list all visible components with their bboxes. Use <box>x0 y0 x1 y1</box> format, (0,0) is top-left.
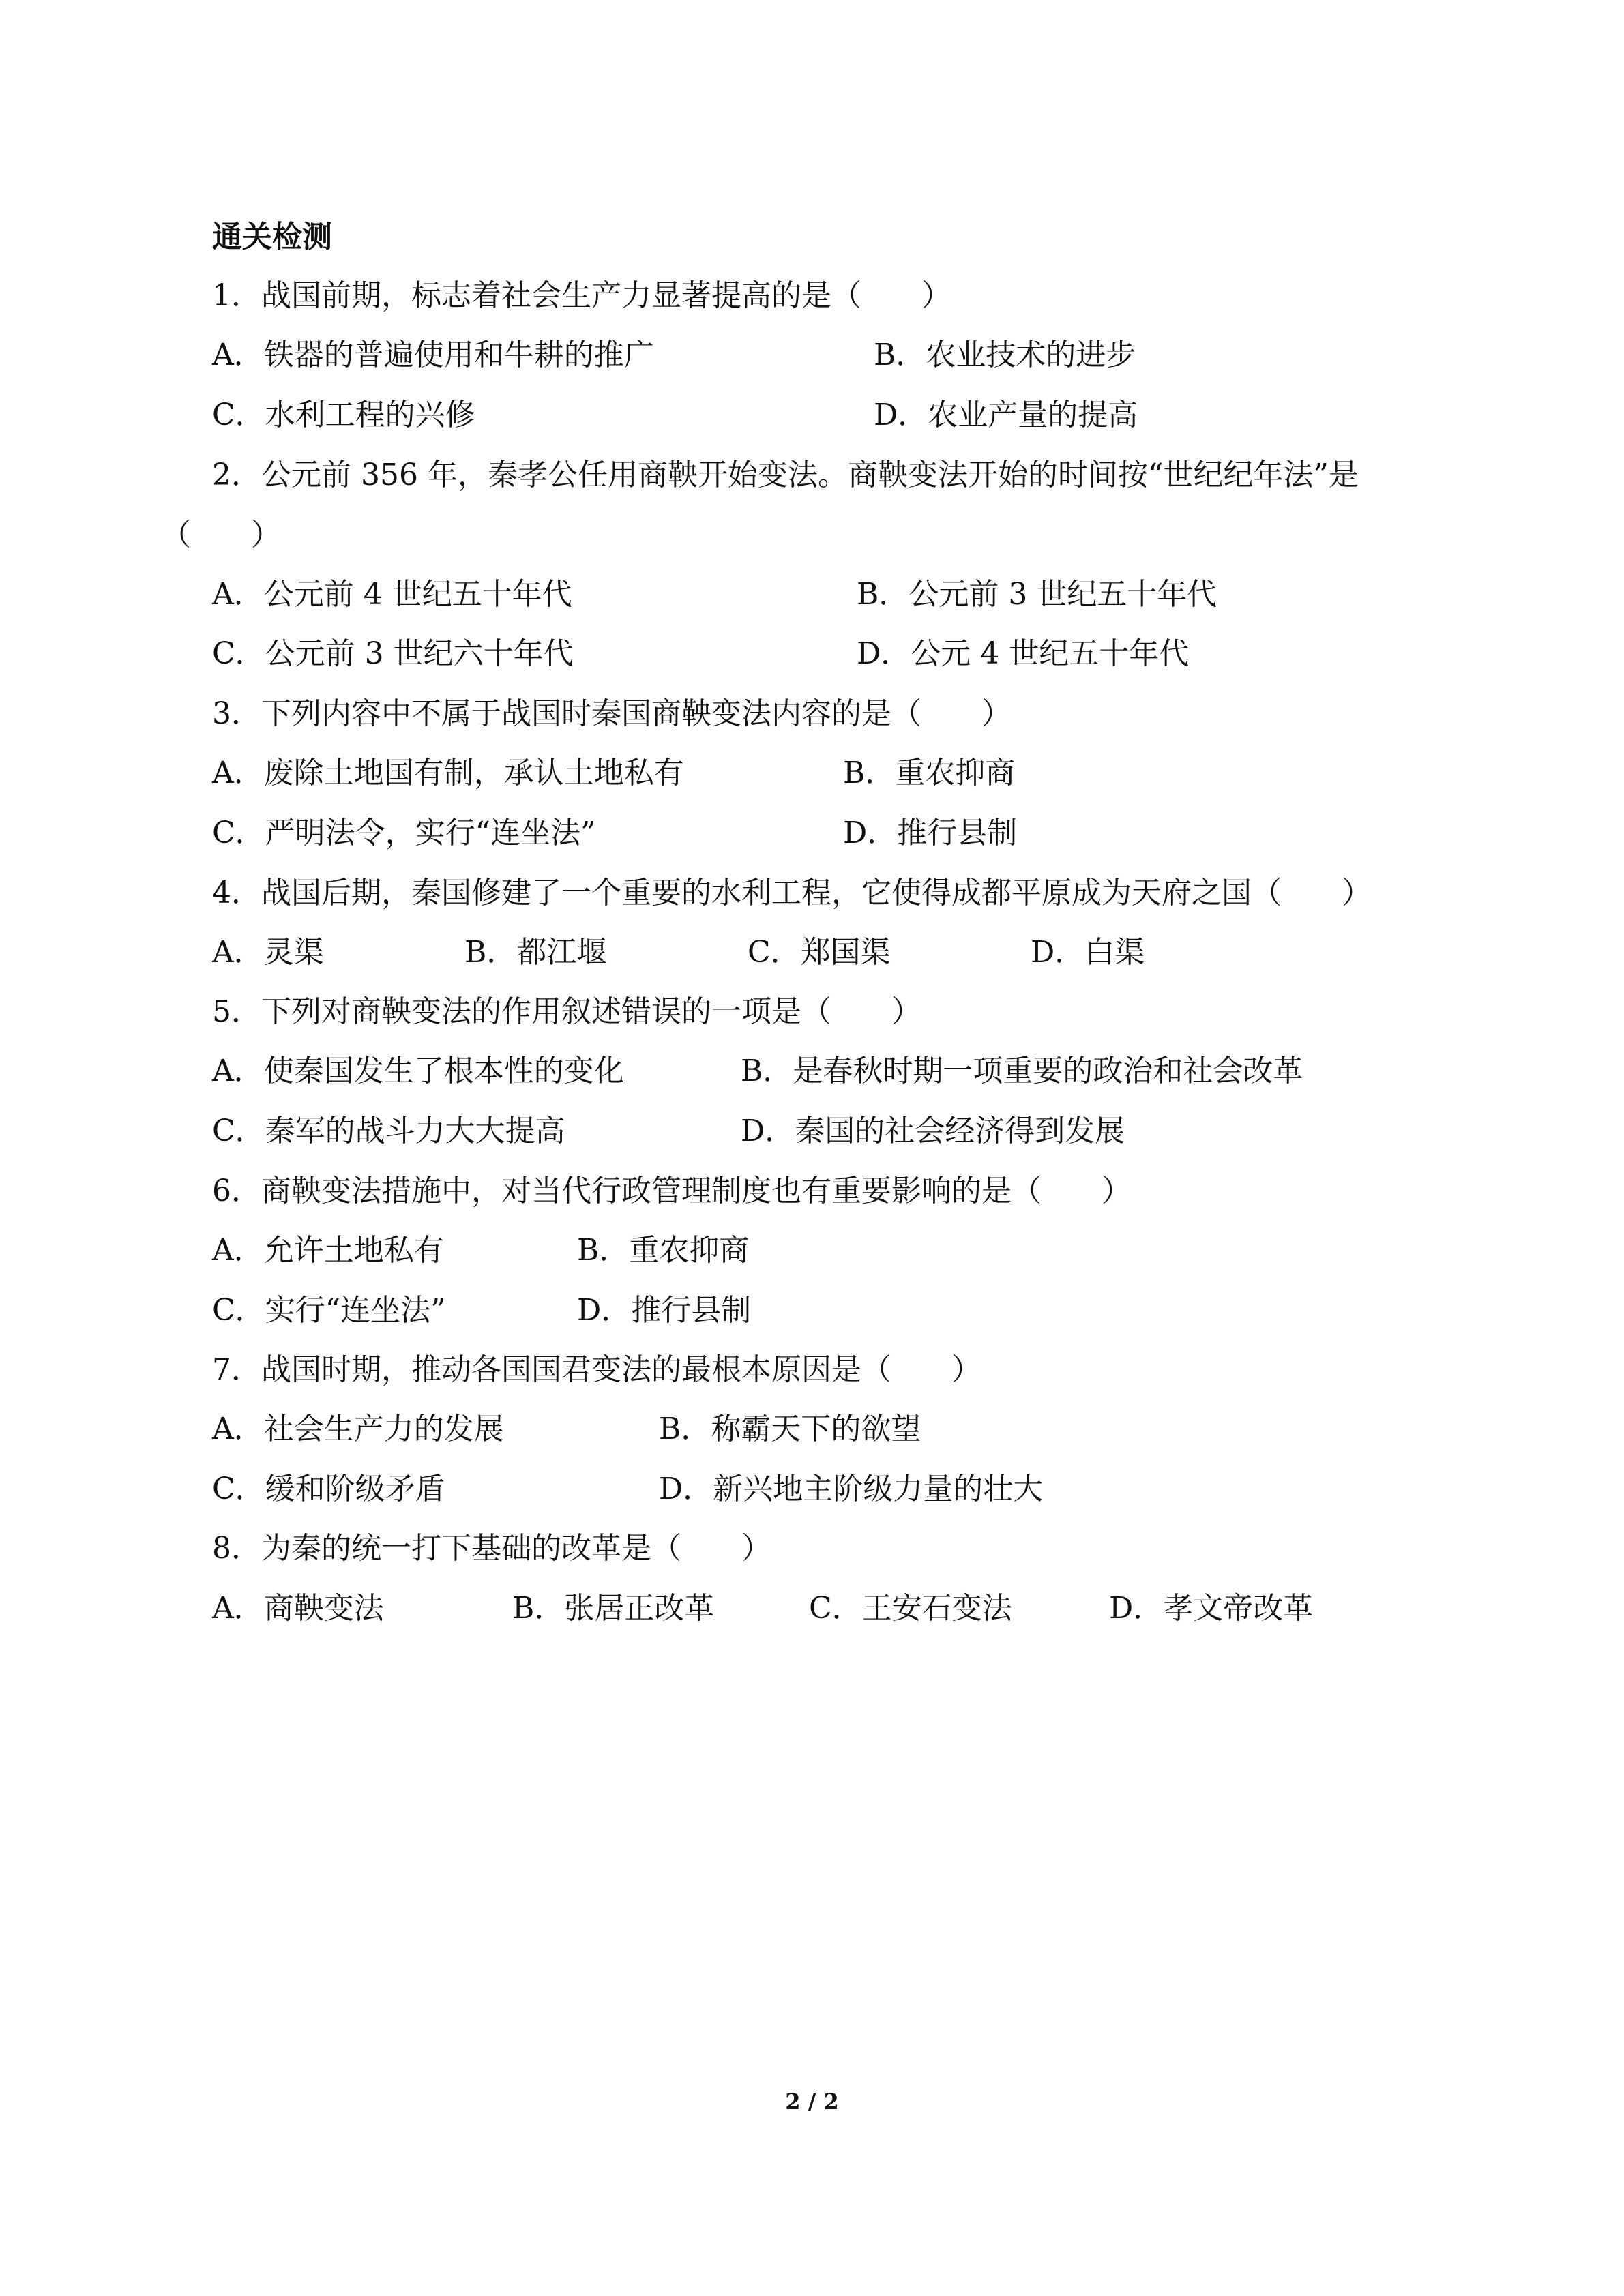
question-2-stem: 2．公元前 356 年，秦孝公任用商鞅开始变法。商鞅变法开始的时间按“世纪纪年法”是 <box>212 458 1359 492</box>
question-2-option-a: A．公元前 4 世纪五十年代 <box>212 577 572 612</box>
question-5-option-b: B．是春秋时期一项重要的政治和社会改革 <box>741 1054 1303 1088</box>
question-8-option-b: B．张居正改革 <box>512 1591 715 1626</box>
question-5-option-c: C．秦军的战斗力大大提高 <box>212 1114 565 1148</box>
question-4-option-a: A．灵渠 <box>212 935 324 970</box>
question-8-stem: 8．为秦的统一打下基础的改革是（ ） <box>212 1531 771 1566</box>
question-6-stem: 6．商鞅变法措施中，对当代行政管理制度也有重要影响的是（ ） <box>212 1174 1132 1208</box>
question-3-option-b: B．重农抑商 <box>843 756 1016 790</box>
question-3-option-a: A．废除土地国有制，承认土地私有 <box>212 756 684 790</box>
question-5-option-a: A．使秦国发生了根本性的变化 <box>212 1054 624 1088</box>
question-5-option-d: D．秦国的社会经济得到发展 <box>741 1114 1125 1148</box>
question-3-option-d: D．推行县制 <box>843 816 1018 850</box>
question-2-stem-continued: （ ） <box>161 518 281 552</box>
question-7-stem: 7．战国时期，推动各国国君变法的最根本原因是（ ） <box>212 1352 981 1387</box>
question-2-option-d: D．公元 4 世纪五十年代 <box>857 636 1190 671</box>
question-1-option-a: A．铁器的普遍使用和牛耕的推广 <box>212 338 654 372</box>
question-6-option-d: D．推行县制 <box>577 1293 752 1328</box>
question-3-option-c: C．严明法令，实行“连坐法” <box>212 816 596 850</box>
question-8-option-d: D．孝文帝改革 <box>1109 1591 1314 1626</box>
question-3-stem: 3．下列内容中不属于战国时秦国商鞅变法内容的是（ ） <box>212 696 1012 731</box>
page-number: 2 / 2 <box>785 2089 839 2115</box>
question-4-option-d: D．白渠 <box>1031 935 1145 970</box>
question-5-stem: 5．下列对商鞅变法的作用叙述错误的一项是（ ） <box>212 994 921 1029</box>
question-1-option-b: B．农业技术的进步 <box>874 338 1136 372</box>
question-4-stem: 4．战国后期，秦国修建了一个重要的水利工程，它使得成都平原成为天府之国（ ） <box>212 876 1372 910</box>
question-1-stem: 1．战国前期，标志着社会生产力显著提高的是（ ） <box>212 278 951 313</box>
question-4-option-c: C．郑国渠 <box>748 935 891 970</box>
question-8-option-c: C．王安石变法 <box>809 1591 1012 1626</box>
question-6-option-a: A．允许土地私有 <box>212 1233 444 1268</box>
section-title: 通关检测 <box>212 220 332 254</box>
question-6-option-b: B．重农抑商 <box>577 1233 750 1268</box>
question-7-option-b: B．称霸天下的欲望 <box>659 1412 921 1446</box>
question-7-option-c: C．缓和阶级矛盾 <box>212 1472 445 1506</box>
question-7-option-d: D．新兴地主阶级力量的壮大 <box>659 1472 1044 1506</box>
question-4-option-b: B．都江堰 <box>464 935 607 970</box>
question-7-option-a: A．社会生产力的发展 <box>212 1412 504 1446</box>
question-8-option-a: A．商鞅变法 <box>212 1591 384 1626</box>
question-6-option-c: C．实行“连坐法” <box>212 1293 446 1328</box>
question-1-option-c: C．水利工程的兴修 <box>212 398 475 432</box>
question-1-option-d: D．农业产量的提高 <box>874 398 1138 432</box>
question-2-option-c: C．公元前 3 世纪六十年代 <box>212 636 574 671</box>
question-2-option-b: B．公元前 3 世纪五十年代 <box>857 577 1217 612</box>
